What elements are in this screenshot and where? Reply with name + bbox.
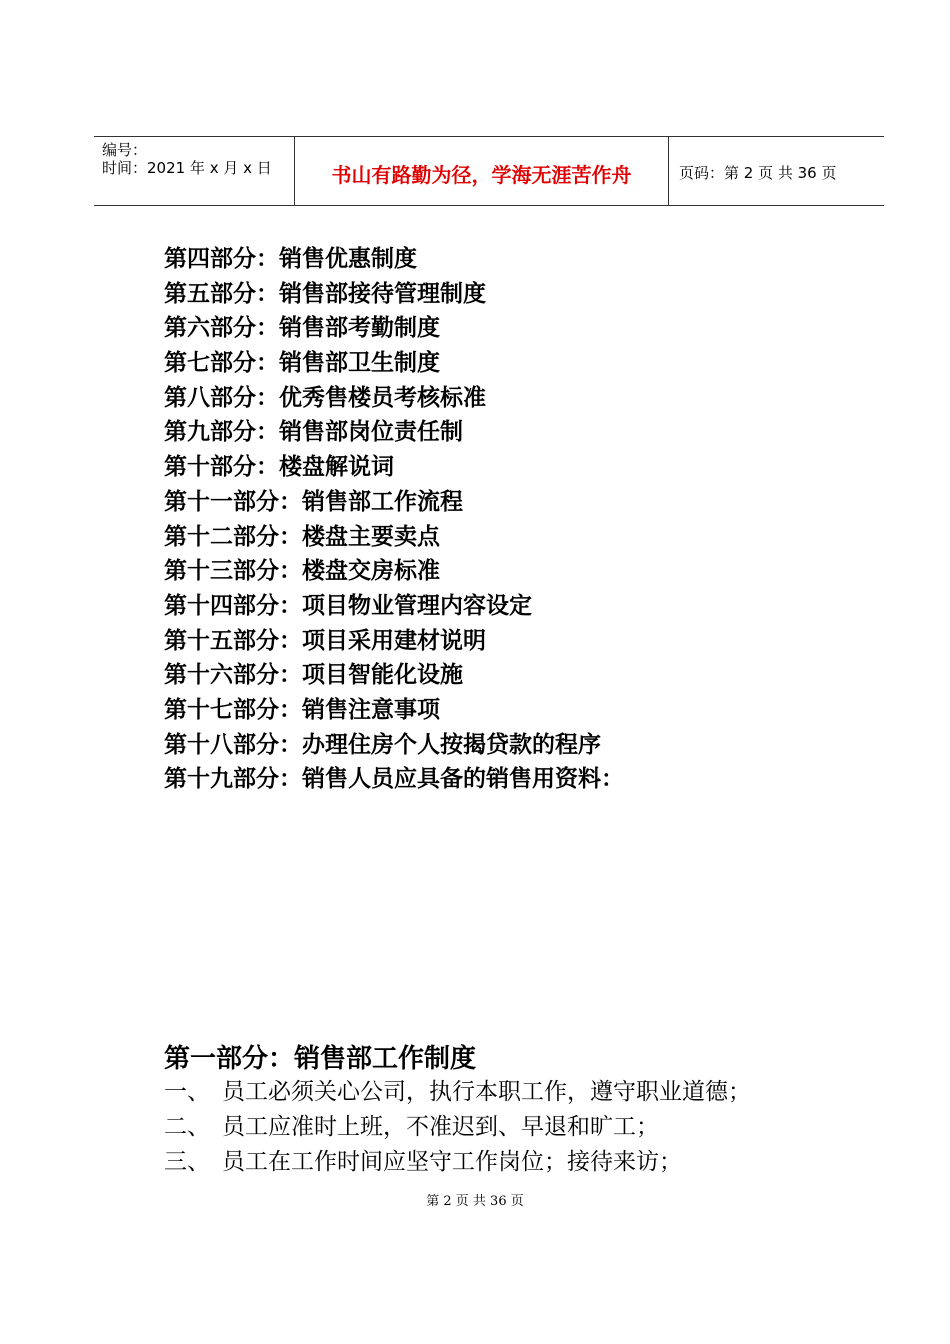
header-page-cell — [669, 137, 884, 205]
page-footer — [0, 1190, 950, 1209]
toc-item: 第八部分：优秀售楼员考核标准 — [164, 384, 486, 411]
footer-page-number: 第 2 页 共 36 页 — [426, 1194, 524, 1209]
toc-item: 第十一部分：销售部工作流程 — [164, 488, 463, 515]
list-item-number: 三、 — [164, 1149, 210, 1175]
list-item-text: 员工在工作时间应坚守工作岗位；接待来访； — [222, 1149, 682, 1175]
list-item — [164, 1110, 751, 1145]
page-header — [94, 136, 884, 206]
header-motto-cell — [294, 137, 669, 205]
toc-item: 第十部分：楼盘解说词 — [164, 454, 394, 481]
toc-item: 第十二部分：楼盘主要卖点 — [164, 523, 440, 550]
toc-item: 第六部分：销售部考勤制度 — [164, 315, 440, 342]
header-page-info: 页码：第 2 页 共 36 页 — [679, 164, 837, 182]
toc-item: 第十五部分：项目采用建材说明 — [164, 627, 486, 654]
list-item — [164, 1145, 751, 1180]
header-motto: 书山有路勤为径，学海无涯苦作舟 — [331, 163, 632, 187]
list-item — [164, 1075, 751, 1110]
document-time-label: 时间：2021 年 x 月 x 日 — [102, 159, 272, 177]
toc-item: 第七部分：销售部卫生制度 — [164, 350, 440, 377]
section-item-list — [164, 1075, 751, 1180]
toc-item: 第十九部分：销售人员应具备的销售用资料： — [164, 766, 624, 793]
list-item-number: 二、 — [164, 1114, 210, 1140]
toc-item: 第十八部分：办理住房个人按揭贷款的程序 — [164, 731, 601, 758]
table-of-contents — [164, 242, 624, 797]
toc-item: 第四部分：销售优惠制度 — [164, 246, 417, 272]
list-item-text: 员工必须关心公司，执行本职工作，遵守职业道德； — [222, 1079, 751, 1105]
document-number-label: 编号： — [102, 141, 148, 159]
toc-item: 第十七部分：销售注意事项 — [164, 696, 440, 723]
toc-item: 第十三部分：楼盘交房标准 — [164, 558, 440, 585]
toc-item: 第九部分：销售部岗位责任制 — [164, 419, 463, 446]
list-item-number: 一、 — [164, 1079, 210, 1105]
header-meta-cell — [94, 137, 294, 205]
toc-item: 第十六部分：项目智能化设施 — [164, 662, 463, 689]
list-item-text: 员工应准时上班，不准迟到、早退和旷工； — [222, 1114, 659, 1140]
toc-item: 第十四部分：项目物业管理内容设定 — [164, 592, 532, 619]
section-title: 第一部分：销售部工作制度 — [164, 1044, 477, 1074]
toc-item: 第五部分：销售部接待管理制度 — [164, 280, 486, 307]
